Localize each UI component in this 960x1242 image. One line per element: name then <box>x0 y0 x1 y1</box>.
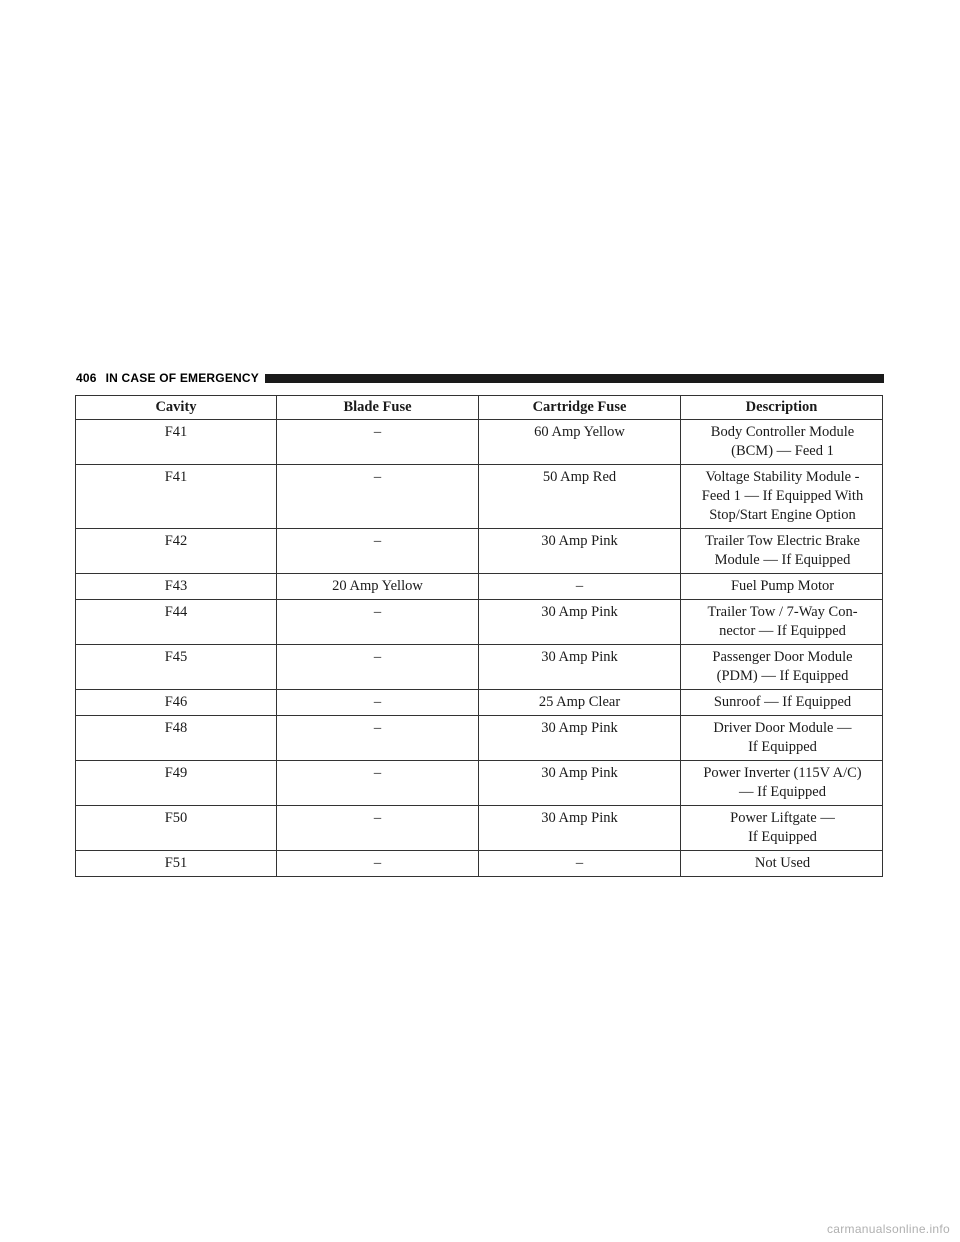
table-row <box>76 645 883 690</box>
page-number: 406 <box>76 371 97 385</box>
fuse-table-body <box>76 420 883 877</box>
table-row <box>76 851 883 877</box>
column-header-description: Description <box>681 396 883 420</box>
cavity-cell: F46 <box>76 690 277 716</box>
cavity-cell: F51 <box>76 851 277 877</box>
table-row <box>76 716 883 761</box>
cartridge-fuse-cell: 30 Amp Pink <box>479 600 681 645</box>
description-cell <box>681 574 883 600</box>
description-cell <box>681 716 883 761</box>
blade-fuse-cell: – <box>277 690 479 716</box>
description-line: Fuel Pump Motor <box>730 578 835 594</box>
cavity-cell: F50 <box>76 806 277 851</box>
cavity-cell: F44 <box>76 600 277 645</box>
description-line: Module — If Equipped <box>714 552 851 568</box>
cartridge-fuse-cell: – <box>479 851 681 877</box>
column-header-cavity: Cavity <box>76 396 277 420</box>
table-row <box>76 761 883 806</box>
description-line: Trailer Tow Electric Brake <box>705 533 860 549</box>
column-header-cartridge-fuse: Cartridge Fuse <box>479 396 681 420</box>
description-cell <box>681 761 883 806</box>
cartridge-fuse-cell: 50 Amp Red <box>479 465 681 529</box>
blade-fuse-cell: – <box>277 529 479 574</box>
cavity-cell: F45 <box>76 645 277 690</box>
table-row <box>76 420 883 465</box>
cartridge-fuse-cell: 30 Amp Pink <box>479 806 681 851</box>
table-row <box>76 600 883 645</box>
description-cell <box>681 420 883 465</box>
table-header-row <box>76 396 883 420</box>
cartridge-fuse-cell: 60 Amp Yellow <box>479 420 681 465</box>
table-row <box>76 529 883 574</box>
blade-fuse-cell: – <box>277 645 479 690</box>
blade-fuse-cell: – <box>277 761 479 806</box>
description-cell <box>681 600 883 645</box>
description-line: Trailer Tow / 7-Way Con- <box>707 604 858 620</box>
table-row <box>76 690 883 716</box>
cartridge-fuse-cell: 30 Amp Pink <box>479 761 681 806</box>
cartridge-fuse-cell: 30 Amp Pink <box>479 716 681 761</box>
description-line: (PDM) — If Equipped <box>716 668 849 684</box>
blade-fuse-cell: – <box>277 806 479 851</box>
page-header <box>76 370 884 386</box>
description-line: Stop/Start Engine Option <box>709 507 856 523</box>
description-line: If Equipped <box>748 829 817 845</box>
table-row <box>76 465 883 529</box>
blade-fuse-cell: – <box>277 420 479 465</box>
description-line: Driver Door Module — <box>713 720 852 736</box>
description-line: Not Used <box>754 855 811 871</box>
blade-fuse-cell: – <box>277 465 479 529</box>
cavity-cell: F48 <box>76 716 277 761</box>
description-cell <box>681 851 883 877</box>
fuse-table <box>75 395 883 877</box>
cartridge-fuse-cell: – <box>479 574 681 600</box>
section-title: IN CASE OF EMERGENCY <box>105 371 259 385</box>
description-line: Sunroof — If Equipped <box>713 694 852 710</box>
cavity-cell: F49 <box>76 761 277 806</box>
description-cell <box>681 690 883 716</box>
description-line: Feed 1 — If Equipped With <box>701 488 864 504</box>
blade-fuse-cell: 20 Amp Yellow <box>277 574 479 600</box>
description-line: Power Liftgate — <box>730 810 835 826</box>
column-header-blade-fuse: Blade Fuse <box>277 396 479 420</box>
description-cell <box>681 645 883 690</box>
description-cell <box>681 529 883 574</box>
description-line: nector — If Equipped <box>719 623 846 639</box>
blade-fuse-cell: – <box>277 600 479 645</box>
cartridge-fuse-cell: 25 Amp Clear <box>479 690 681 716</box>
description-cell <box>681 465 883 529</box>
description-cell <box>681 806 883 851</box>
cavity-cell: F42 <box>76 529 277 574</box>
blade-fuse-cell: – <box>277 716 479 761</box>
table-row <box>76 806 883 851</box>
table-row <box>76 574 883 600</box>
description-line: (BCM) — Feed 1 <box>731 443 834 459</box>
header-rule <box>265 374 884 383</box>
description-line: — If Equipped <box>739 784 826 800</box>
description-line: Power Inverter (115V A/C) <box>703 765 862 781</box>
description-line: If Equipped <box>748 739 817 755</box>
blade-fuse-cell: – <box>277 851 479 877</box>
description-line: Body Controller Module <box>710 424 855 440</box>
cartridge-fuse-cell: 30 Amp Pink <box>479 529 681 574</box>
cavity-cell: F43 <box>76 574 277 600</box>
description-line: Passenger Door Module <box>712 649 853 665</box>
watermark-link[interactable]: carmanualsonline.info <box>826 1222 950 1236</box>
cartridge-fuse-cell: 30 Amp Pink <box>479 645 681 690</box>
cavity-cell: F41 <box>76 465 277 529</box>
cavity-cell: F41 <box>76 420 277 465</box>
description-line: Voltage Stability Module - <box>705 469 860 485</box>
